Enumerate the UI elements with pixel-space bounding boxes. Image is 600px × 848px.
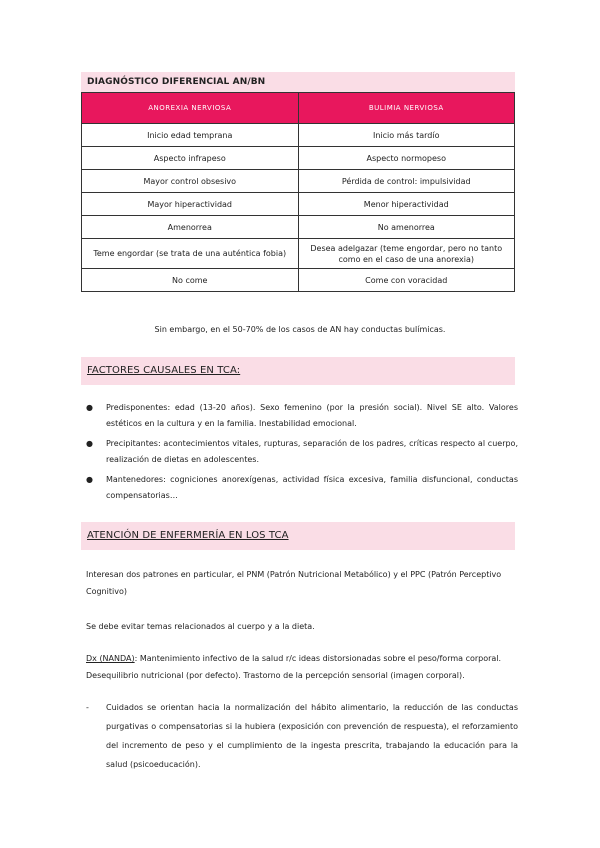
column-header-bulimia: BULIMIA NERVIOSA: [298, 93, 515, 124]
bulimic-behaviour-note: Sin embargo, en el 50-70% de los casos de AN hay conductas bulímicas.: [154, 325, 446, 334]
dash-icon: -: [86, 703, 89, 712]
differential-table: [81, 92, 515, 292]
patterns-paragraph: Interesan dos patrones en particular, el PNM (Patrón Nutricional Metabólico) y el PPC (Patrón Perceptivo Cognitivo): [86, 570, 502, 596]
table-cell: Teme engordar (se trata de una auténtica fobia): [82, 239, 299, 269]
table-cell: Menor hiperactividad: [298, 193, 515, 216]
section-header-factores: [81, 357, 515, 385]
section-header-atencion: [81, 522, 515, 550]
bullet-icon: ●: [86, 475, 93, 484]
table-row: [82, 124, 515, 147]
table-cell: Desea adelgazar (teme engordar, pero no tanto como en el caso de una anorexia): [298, 239, 515, 269]
factors-list: [86, 400, 518, 508]
table-cell: Pérdida de control: impulsividad: [298, 170, 515, 193]
column-header-anorexia: ANOREXIA NERVIOSA: [82, 93, 299, 124]
bullet-icon: ●: [86, 439, 93, 448]
table-row: [82, 147, 515, 170]
section-heading: FACTORES CAUSALES EN TCA:: [87, 365, 241, 376]
list-item: [86, 436, 518, 468]
bullet-icon: ●: [86, 403, 93, 412]
table-row: [82, 269, 515, 292]
dx-text: : Mantenimiento infectivo de la salud r/c ideas distorsionadas sobre el peso/forma corporal. Desequilibrio nutricional (por defecto). Trastorno de la percepción sensorial (imagen corporal).: [86, 654, 502, 680]
table-cell: Mayor control obsesivo: [82, 170, 299, 193]
diagnosis-paragraph: [86, 650, 518, 684]
table-cell: Inicio edad temprana: [82, 124, 299, 147]
care-list-item: [86, 698, 518, 774]
table-cell: No amenorrea: [298, 216, 515, 239]
list-item-text: Predisponentes: edad (13-20 años). Sexo femenino (por la presión social). Nivel SE alto. Valores estéticos en la cultura y en la familia. Inestabilidad emocional.: [106, 403, 518, 428]
table-cell: Amenorrea: [82, 216, 299, 239]
table-cell: No come: [82, 269, 299, 292]
care-text: Cuidados se orientan hacia la normalización del hábito alimentario, la reducción de las conductas purgativas o compensatorias si la hubiera (exposición con prevención de respuesta), el reforzamiento del incremento de peso y el cumplimiento de la ingesta prescrita, trabajando la educación para la salud (psicoeducación).: [106, 703, 518, 769]
section-header-diagnostico: [81, 72, 515, 92]
avoid-topics-paragraph: Se debe evitar temas relacionados al cuerpo y a la dieta.: [86, 622, 315, 631]
dx-label: Dx (NANDA): [86, 654, 135, 663]
table-cell: Aspecto normopeso: [298, 147, 515, 170]
table-cell: Inicio más tardío: [298, 124, 515, 147]
section-heading: ATENCIÓN DE ENFERMERÍA EN LOS TCA: [87, 530, 289, 541]
list-item-text: Mantenedores: cogniciones anorexígenas, actividad física excesiva, familia disfuncional, conductas compensatorias…: [106, 475, 518, 500]
list-item: [86, 472, 518, 504]
list-item: [86, 400, 518, 432]
table-row: [82, 193, 515, 216]
table-row: [82, 239, 515, 269]
table-cell: Come con voracidad: [298, 269, 515, 292]
table-row: [82, 170, 515, 193]
table-cell: Mayor hiperactividad: [82, 193, 299, 216]
section-title: DIAGNÓSTICO DIFERENCIAL AN/BN: [87, 77, 266, 87]
table-row: [82, 216, 515, 239]
table-cell: Aspecto infrapeso: [82, 147, 299, 170]
list-item-text: Precipitantes: acontecimientos vitales, rupturas, separación de los padres, críticas respecto al cuerpo, realización de dietas en adolescentes.: [106, 439, 518, 464]
